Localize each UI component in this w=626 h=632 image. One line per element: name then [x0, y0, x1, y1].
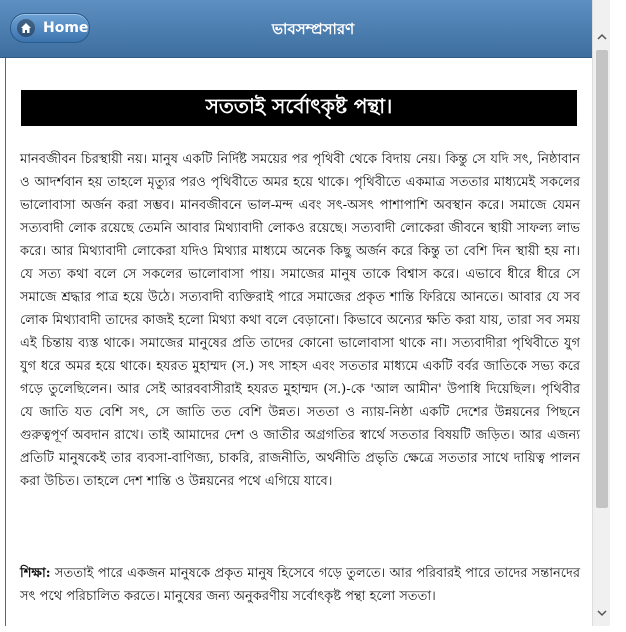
- article-body: মানবজীবন চিরস্থায়ী নয়। মানুষ একটি নির্দিষ্ট সময়ের পর পৃথিবী থেকে বিদায় নেয়। কিন্তু সে যদি সৎ, নিষ্ঠাবান ও আদর্শবান হয় তাহলে মৃত্যুর পরও পৃথিবীতে অমর হয়ে থাকে। পৃথিবীতে একমাত্র সততার মাধ্যমেই সকলের ভালোবাসা অর্জন করা সম্ভব। মানবজীবনে ভাল-মন্দ এবং সৎ-অসৎ পাশাপাশি অবস্থান করে। সমাজে যেমন সত্যবাদী লোক রয়েছে তেমনি আবার মিথ্যাবাদী লোকও রয়েছে। সত্যবাদী লোকেরা জীবনে স্থায়ী সাফল্য লাভ করে। আর মিথ্যাবাদী লোকেরা যদিও মিথ্যার মাধ্যমে অনেক কিছু অর্জন করে কিন্তু তা বেশি দিন স্থায়ী হয় না। যে সত্য কথা বলে সে সকলের ভালোবাসা পায়। সমাজের মানুষ তাকে বিশ্বাস করে। এভাবে ধীরে ধীরে সে সমাজে শ্রদ্ধার পাত্র হয়ে উঠে। সত্যবাদী ব্যক্তিরাই পারে সমাজের প্রকৃত শান্তি ফিরিয়ে আনতে। আবার যে সব লোক মিথ্যাবাদী তাদের কাজই হলো মিথ্যা কথা বলে বেড়ানো। কিভাবে অন্যের ক্ষতি করা যায়, তারা সব সময় এই চিন্তায় ব্যস্ত থাকে। সমাজের মানুষের প্রতি তাদের কোনো ভালোবাসা থাকে না। সত্যবাদীরা পৃথিবীতে যুগ যুগ ধরে অমর হয়ে থাকে। হযরত মুহাম্মদ (স.) সৎ সাহস এবং সততার মাধ্যমে একটি বর্বর জাতিকে সভ্য করে গড়ে তুলেছিলেন। আর সেই আরববাসীরাই হযরত মুহাম্মদ (স.)-কে 'আল আমীন' উপাধি দিয়েছিল। পৃথিবীর যে জাতি যত বেশি সৎ, সে জাতি তত বেশি উন্নত। সততা ও ন্যায়-নিষ্ঠা একটি দেশের উন্নয়নের পিছনে গুরুত্বপূর্ণ অবদান রাখে। তাই আমাদের দেশ ও জাতীর অগ্রগতির স্বার্থে সততার বিষয়টি জড়িত। আর এজন্য প্রতিটি মানুষকেই তার ব্যবসা-বাণিজ্য, চাকরি, রাজনীতি, অর্থনীতি প্রভৃতি ক্ষেত্রে সততার সাথে দায়িত্ব পালন করা উচিত। তাহলে দেশ শান্তি ও উন্নয়নের পথে এগিয়ে যাবে।: [20, 152, 580, 489]
- lesson-paragraph: [20, 562, 580, 608]
- chevron-up-icon[interactable]: [593, 30, 611, 48]
- page-title: ভাবসম্প্রসারণ: [271, 20, 355, 38]
- lesson-text: সততাই পারে একজন মানুষকে প্রকৃত মানুষ হিসেবে গড়ে তুলতে। আর পরিবারই পারে তাদের সন্তানদের সৎ পথে পরিচালিত করতে। মানুষের জন্য অনুকরণীয় সর্বোৎকৃষ্ট পন্থা হলো সততা।: [20, 566, 580, 604]
- article-heading: সততাই সর্বোৎকৃষ্ট পন্থা।: [21, 90, 577, 126]
- lesson-label: শিক্ষা:: [20, 566, 51, 581]
- vertical-scrollbar[interactable]: [592, 0, 611, 632]
- chevron-down-icon[interactable]: [593, 606, 611, 624]
- top-bar: [0, 0, 626, 58]
- home-button-label: Home: [43, 20, 89, 36]
- scrollbar-thumb[interactable]: [596, 50, 608, 508]
- article-content: [5, 58, 593, 626]
- window-bottom-edge: [0, 626, 610, 632]
- window-right-edge: [610, 0, 626, 632]
